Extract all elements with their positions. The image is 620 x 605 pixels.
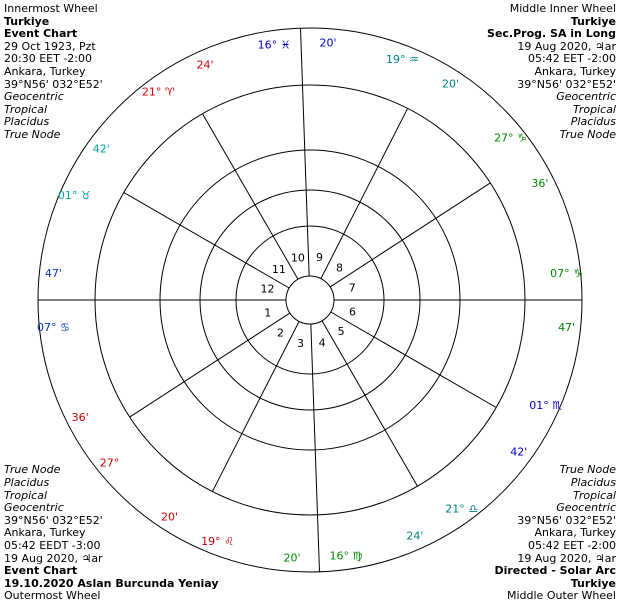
chart-type: Event Chart: [4, 27, 78, 41]
house-number: 7: [348, 281, 356, 295]
cusp-label: 21° ♈: [141, 85, 175, 99]
chart-name: Turkiye: [4, 14, 50, 28]
house-cusp-line: [203, 114, 299, 279]
setting-zodiac: Tropical: [572, 102, 616, 116]
chart-date: 19 Aug 2020, ♃ar: [517, 39, 616, 53]
cusp-label: 27° ♑: [494, 131, 527, 145]
setting-house-system: Placidus: [4, 115, 50, 129]
cusp-label: 47': [558, 320, 576, 334]
setting-node: True Node: [559, 127, 616, 141]
chart-place: Ankara, Turkey: [534, 526, 616, 540]
top-left-chart-info: [4, 3, 103, 142]
wheel-label: Middle Inner Wheel: [509, 2, 616, 15]
cusp-label: 42': [510, 445, 528, 459]
setting-zodiac-frame: Geocentric: [556, 90, 616, 104]
wheel-label: Innermost Wheel: [4, 2, 98, 15]
cusp-label: 42': [92, 142, 110, 156]
house-cusp-line: [330, 183, 490, 287]
house-number: 6: [349, 305, 357, 319]
house-number: 4: [318, 336, 326, 350]
cusp-label: 24': [406, 529, 424, 543]
cusp-label: 36': [71, 411, 89, 425]
cusp-label: 19° ♌: [201, 534, 234, 548]
cusp-label: 20': [160, 510, 178, 524]
cusp-label: 20': [319, 36, 337, 50]
setting-zodiac-frame: Geocentric: [556, 501, 616, 515]
setting-node: True Node: [4, 463, 61, 477]
cusp-label: 19° ♒: [386, 53, 419, 67]
cusp-label: 16° ♓: [257, 38, 291, 52]
chart-time: 20:30 EET -2:00: [4, 52, 92, 66]
house-cusp-line: [331, 312, 496, 408]
chart-type: Event Chart: [4, 564, 78, 578]
chart-type: Directed - Solar Arc: [494, 564, 616, 578]
setting-node: True Node: [559, 463, 616, 477]
top-right-chart-info: [487, 3, 616, 142]
wheel-label: Outermost Wheel: [4, 589, 101, 603]
cusp-label: 24': [196, 58, 214, 72]
house-number: 12: [260, 282, 275, 296]
house-cusp-line: [322, 321, 418, 486]
house-cusp-line: [130, 313, 290, 417]
chart-time: 05:42 EET -2:00: [528, 52, 616, 66]
setting-node: True Node: [4, 127, 61, 141]
cusp-label: 21° ♎: [445, 502, 479, 516]
house-cusp-line: [212, 321, 299, 491]
chart-date: 29 Oct 1923, Pzt: [4, 39, 96, 53]
ring-hub: [286, 276, 334, 324]
cusp-label: 01° ♏: [529, 398, 563, 412]
setting-house-system: Placidus: [570, 476, 616, 490]
house-number: 8: [335, 261, 343, 275]
cusp-label: 07° ♋: [36, 320, 70, 334]
house-cusp-line: [321, 108, 408, 278]
chart-name: Turkiye: [570, 14, 616, 28]
chart-time: 05:42 EEDT -3:00: [4, 539, 101, 553]
house-number: 3: [296, 336, 304, 350]
cusp-label: 36': [531, 176, 549, 190]
setting-house-system: Placidus: [4, 476, 50, 490]
chart-coords: 39°N56' 032°E52': [517, 77, 616, 91]
house-number: 5: [337, 325, 345, 339]
chart-name: 19.10.2020 Aslan Burcunda Yeniay: [4, 576, 219, 590]
cusp-label: 47': [44, 267, 62, 281]
chart-place: Ankara, Turkey: [534, 64, 616, 78]
cusp-label: 01° ♉: [57, 189, 91, 203]
house-cusp-line: [124, 193, 289, 289]
setting-zodiac: Tropical: [572, 488, 616, 502]
wheel-label: Middle Outer Wheel: [506, 589, 616, 603]
chart-date: 19 Aug 2020, ♃ar: [517, 551, 616, 565]
bottom-right-chart-info: [494, 464, 616, 603]
chart-coords: 39°N56' 032°E52': [4, 77, 103, 91]
cusp-label: 20': [283, 551, 301, 565]
house-number: 1: [264, 306, 272, 320]
setting-house-system: Placidus: [570, 115, 616, 129]
house-number: 10: [290, 251, 305, 265]
chart-date: 19 Aug 2020, ♃ar: [4, 551, 103, 565]
chart-place: Ankara, Turkey: [4, 526, 86, 540]
chart-coords: 39°N56' 032°E52': [517, 513, 616, 527]
house-number: 9: [316, 251, 324, 265]
chart-time: 05:42 EET -2:00: [528, 539, 616, 553]
house-cusp-line: [301, 28, 310, 276]
cusp-label: 16° ♍: [329, 549, 363, 563]
setting-zodiac: Tropical: [4, 102, 48, 116]
chart-type: Sec.Prog. SA in Long: [487, 27, 616, 41]
house-cusp-line: [311, 324, 320, 572]
chart-coords: 39°N56' 032°E52': [4, 513, 103, 527]
house-number: 11: [271, 262, 286, 276]
chart-place: Ankara, Turkey: [4, 64, 86, 78]
setting-zodiac-frame: Geocentric: [4, 501, 64, 515]
setting-zodiac: Tropical: [4, 488, 48, 502]
chart-name: Turkiye: [570, 576, 616, 590]
house-number: 2: [277, 326, 285, 340]
bottom-left-chart-info: [4, 464, 219, 603]
cusp-label: 20': [442, 77, 460, 91]
cusp-label: 07° ♑: [550, 267, 584, 281]
cusp-label: 27°: [99, 456, 120, 470]
setting-zodiac-frame: Geocentric: [4, 90, 64, 104]
